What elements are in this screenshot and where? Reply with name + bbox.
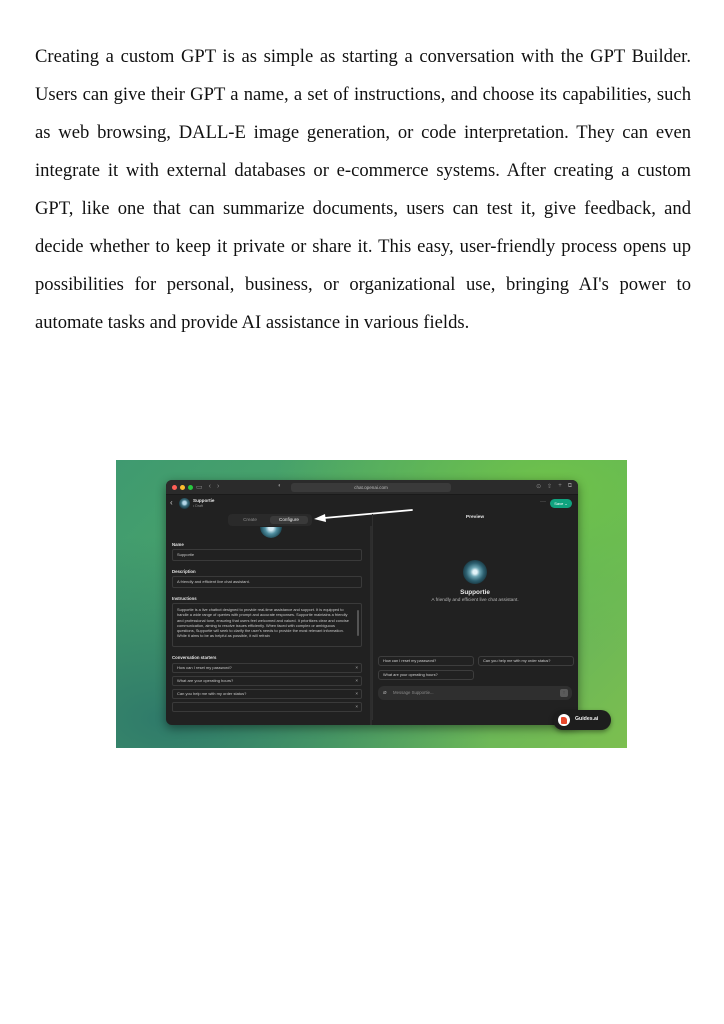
forward-nav-icon[interactable]: › — [216, 483, 220, 490]
starter-chip[interactable]: Can you help me with my order status? — [478, 656, 574, 666]
starter-field[interactable] — [172, 702, 362, 712]
new-tab-icon[interactable]: + — [558, 483, 562, 489]
instructions-scrollbar[interactable] — [357, 610, 359, 636]
remove-starter-icon[interactable]: × — [355, 678, 358, 683]
gpt-status: • Draft — [193, 504, 204, 508]
starter-chip[interactable]: What are your operating hours? — [378, 670, 474, 680]
save-button[interactable]: Save ⌄ — [550, 499, 572, 508]
share-icon[interactable]: ⇧ — [547, 484, 553, 490]
remove-starter-icon[interactable]: × — [355, 691, 358, 696]
name-label: Name — [172, 542, 184, 547]
starter-chip[interactable]: How can I reset my password? — [378, 656, 474, 666]
preview-title: Preview — [465, 515, 485, 520]
more-options-icon[interactable]: ··· — [540, 499, 546, 505]
instructions-text: Supportie is a live chatbot designed to provide real-time assistance and support. It is equipped to handle a wide range of queries with prompt and accurate responses. Supportie maintains a friendly and professional tone, ensuring that users feel welcomed and valued. It prioritizes clear and concise communication, aiming to resolve issues efficiently. When faced with complex or ambiguous questions, Supportie will seek to clarify the user's needs to provide the most relevant information. While it aims to be as helpful as possible, it will refrain — [177, 607, 349, 639]
send-arrow-icon[interactable]: ↑ — [560, 689, 568, 697]
tab-create[interactable]: Create — [243, 517, 257, 522]
starter-field[interactable] — [172, 663, 362, 673]
browser-titlebar — [166, 480, 578, 495]
tabs-overview-icon[interactable]: ⧉ — [567, 483, 572, 489]
address-bar[interactable]: chat.openai.com — [291, 483, 451, 492]
browser-nav-icons — [196, 483, 219, 491]
browser-actions — [536, 483, 572, 490]
guides-logo-icon — [558, 714, 570, 726]
instructions-field[interactable] — [172, 603, 362, 647]
preview-gpt-name: Supportie — [460, 589, 490, 596]
maximize-window-button[interactable] — [188, 485, 193, 490]
tab-configure[interactable]: Configure — [270, 516, 308, 524]
download-icon[interactable]: ⊙ — [536, 484, 542, 490]
sidebar-icon[interactable]: ▭ — [196, 484, 203, 491]
name-field[interactable]: Supportie — [172, 549, 362, 561]
remove-starter-icon[interactable]: × — [355, 665, 358, 670]
starter-field[interactable] — [172, 676, 362, 686]
close-window-button[interactable] — [172, 485, 177, 490]
gpt-avatar-upload[interactable] — [260, 527, 282, 538]
starter-text: What are your operating hours? — [177, 678, 234, 683]
browser-window — [166, 480, 578, 725]
starter-text: How can I reset my password? — [177, 665, 232, 670]
traffic-lights — [172, 485, 193, 490]
gpt-avatar-large — [463, 560, 487, 584]
back-nav-icon[interactable]: ‹ — [208, 483, 211, 490]
body-paragraph: Creating a custom GPT is as simple as starting a conversation with the GPT Builder. Users can give their GPT a name, a set of instructions, and choose its capabilities, such as web browsing, DALL-E image generation, or code interpretation. They can even integrate it with external databases or e-commerce systems. After creating a custom GPT, like one that can summarize documents, users can test it, give feedback, and decide whether to keep it private or share it. This easy, user-friendly process opens up possibilities for personal, business, or organizational use, bringing AI's power to automate tasks and provide AI assistance in various fields. — [35, 46, 691, 333]
starters-label: Conversation starters — [172, 655, 217, 660]
gpt-builder-screenshot — [116, 460, 627, 748]
composer-placeholder: Message Supportie... — [393, 690, 434, 695]
description-label: Description — [172, 569, 196, 574]
remove-starter-icon[interactable]: × — [355, 704, 358, 709]
chevron-left-icon[interactable]: ‹ — [170, 498, 173, 507]
watermark-badge — [553, 710, 611, 730]
panel-divider — [372, 514, 373, 720]
preview-panel — [376, 514, 574, 720]
paperclip-icon[interactable]: ⌀ — [383, 690, 387, 696]
starter-field[interactable] — [172, 689, 362, 699]
shield-icon: ◐ — [278, 483, 282, 489]
minimize-window-button[interactable] — [180, 485, 185, 490]
gpt-avatar-small — [179, 498, 190, 509]
instructions-label: Instructions — [172, 596, 197, 601]
starter-text: Can you help me with my order status? — [177, 691, 247, 696]
builder-tabs — [228, 514, 312, 526]
gpt-name: Supportie — [193, 498, 215, 503]
configure-panel — [172, 514, 370, 720]
preview-gpt-description: A friendly and efficient live chat assistant. — [431, 598, 519, 603]
message-composer[interactable] — [378, 686, 572, 700]
badge-text: Guides.ai — [575, 716, 599, 722]
description-field[interactable]: A friendly and efficient live chat assistant. — [172, 576, 362, 588]
